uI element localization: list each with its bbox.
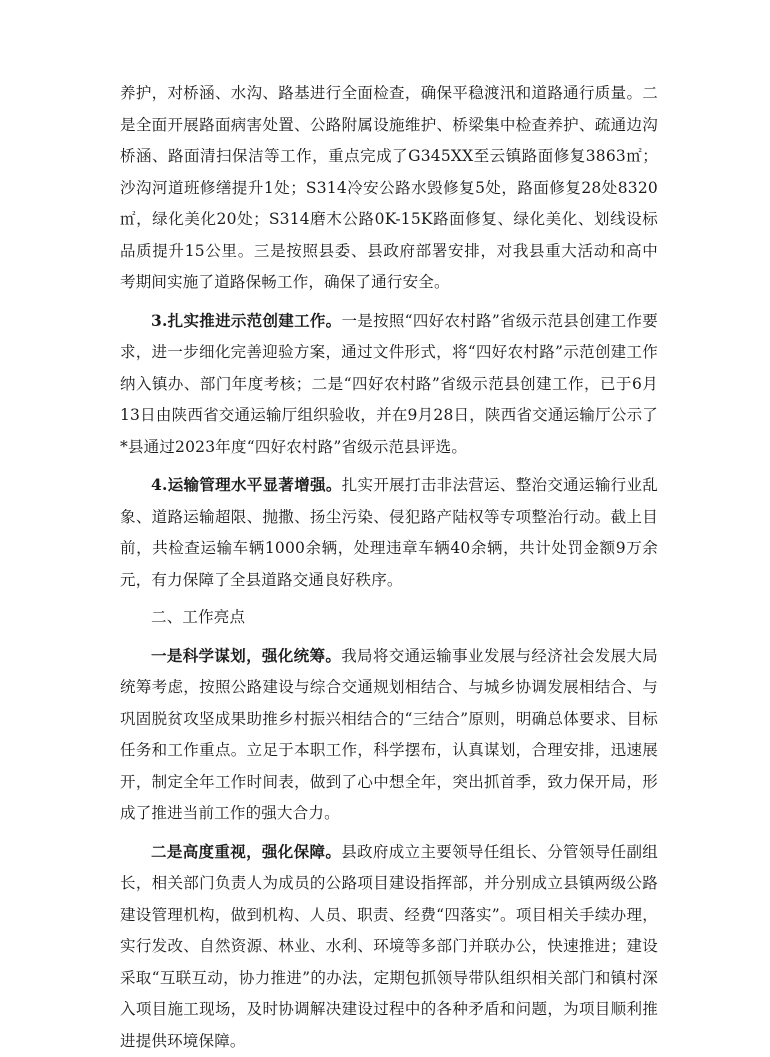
document-page [120, 78, 658, 1057]
paragraph-heading: 二是高度重视，强化保障。 [151, 842, 341, 861]
paragraph-guarantee [120, 836, 658, 1057]
paragraph-heading: 一是科学谋划，强化统筹。 [151, 646, 341, 665]
paragraph-transport-management [120, 469, 658, 596]
paragraph-body: 一是按照“四好农村路”省级示范县创建工作要求，进一步细化完善迎验方案，通过文件形式，将“四好农村路”示范创建工作纳入镇办、部门年度考核；二是“四好农村路”省级示范县创建工作，已于6月13日由陕西省交通运输厅组织验收，并在9月28日，陕西省交通运输厅公示了*县通过2023年度“四好农村路”省级示范县评选。 [120, 312, 658, 456]
paragraph-body: 我局将交通运输事业发展与经济社会发展大局统筹考虑，按照公路建设与综合交通规划相结合、与城乡协调发展相结合、与巩固脱贫攻坚成果助推乡村振兴相结合的“三结合”原则，明确总体要求、目标任务和工作重点。立足于本职工作，科学摆布，认真谋划，合理安排，迅速展开，制定全年工作时间表，做到了心中想全年，突出抓首季，致力保开局，形成了推进当前工作的强大合力。 [120, 647, 658, 823]
paragraph-planning [120, 640, 658, 830]
paragraph-heading: 4.运输管理水平显著增强。 [151, 475, 342, 494]
paragraph-road-maintenance: 养护，对桥涵、水沟、路基进行全面检查，确保平稳渡汛和道路通行质量。二是全面开展路面病害处置、公路附属设施维护、桥梁集中检查养护、疏通边沟桥涵、路面清扫保洁等工作，重点完成了G345XX至云镇路面修复3863㎡；沙沟河道班修缮提升1处；S314冷安公路水毁修复5处，路面修复28处8320㎡，绿化美化20处；S314磨木公路0K-15K路面修复、绿化美化、划线设标品质提升15公里。三是按照县委、县政府部署安排，对我县重大活动和高中考期间实施了道路保畅工作，确保了通行安全。 [120, 78, 658, 299]
paragraph-body: 扎实开展打击非法营运、整治交通运输行业乱象、道路运输超限、抛撒、扬尘污染、侵犯路产陆权等专项整治行动。截上目前，共检查运输车辆1000余辆，处理违章车辆40余辆，共计处罚金额9万余元，有力保障了全县道路交通良好秩序。 [120, 476, 658, 589]
paragraph-demonstration [120, 305, 658, 464]
section-heading-highlights: 二、工作亮点 [120, 602, 658, 634]
paragraph-heading: 3.扎实推进示范创建工作。 [151, 311, 341, 330]
paragraph-body: 县政府成立主要领导任组长、分管领导任副组长，相关部门负责人为成员的公路项目建设指挥部，并分别成立县镇两级公路建设管理机构，做到机构、人员、职责、经费“四落实”。项目相关手续办理，实行发改、自然资源、林业、水利、环境等多部门并联办公，快速推进；建设采取“互联互动，协力推进”的办法，定期包抓领导带队组织相关部门和镇村深入项目施工现场，及时协调解决建设过程中的各种矛盾和问题，为项目顺利推进提供环境保障。 [120, 843, 658, 1050]
